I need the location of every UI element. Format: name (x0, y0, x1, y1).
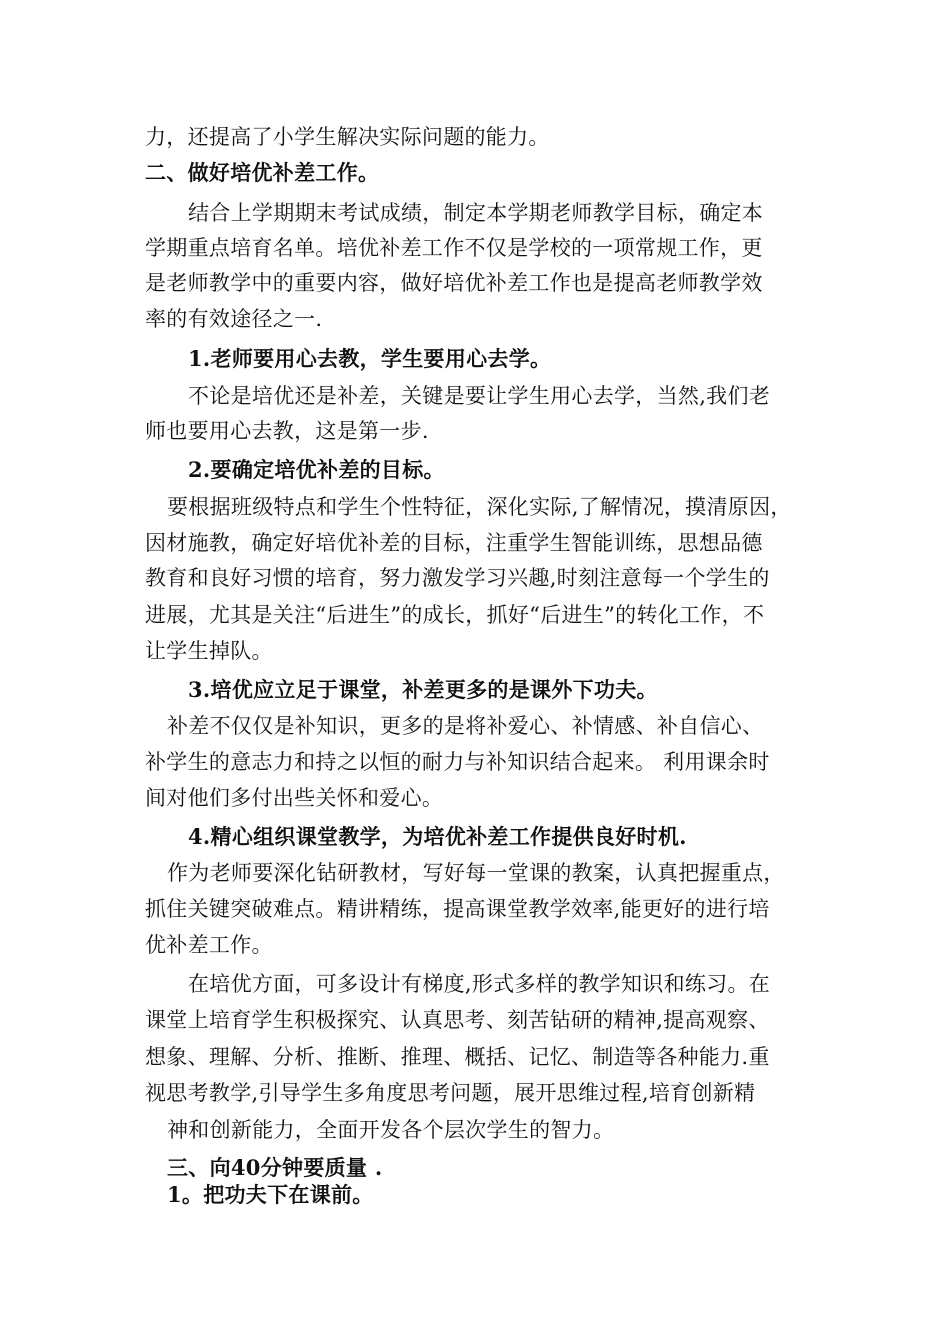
text-line: 课堂上培育学生积极探究、认真思考、刻苦钻研的精神,提高观察、 (145, 1008, 770, 1032)
text-line: 补差不仅仅是补知识，更多的是将补爱心、补情感、补自信心、 (167, 714, 764, 738)
text-line: 因材施教，确定好培优补差的目标，注重学生智能训练，思想品德 (145, 531, 763, 555)
subheading: 1。把功夫下在课前。 (167, 1182, 374, 1207)
section-heading: 二、做好培优补差工作。 (145, 160, 380, 185)
text-line: 不论是培优还是补差，关键是要让学生用心去学，当然,我们老 (188, 384, 771, 408)
text-line: 让学生掉队。 (145, 639, 273, 663)
subheading: 1.老师要用心去教，学生要用心去学。 (188, 346, 552, 371)
subheading: 2.要确定培优补差的目标。 (188, 457, 445, 482)
text-line: 作为老师要深化钻研教材，写好每一堂课的教案，认真把握重点， (167, 861, 785, 885)
text-line: 是老师教学中的重要内容，做好培优补差工作也是提高老师教学效 (145, 271, 763, 295)
text-line: 补学生的意志力和持之以恒的耐力与补知识结合起来。 利用课余时 (145, 750, 770, 774)
text-line: 结合上学期期末考试成绩，制定本学期老师教学目标，确定本 (188, 201, 764, 225)
text-line: 视思考教学,引导学生多角度思考问题，展开思维过程,培育创新精 (145, 1081, 756, 1105)
text-line: 间对他们多付出些关怀和爱心。 (145, 786, 444, 810)
text-line: 想象、理解、分析、推断、推理、概括、记忆、制造等各种能力.重 (145, 1045, 770, 1069)
text-line: 教育和良好习惯的培育，努力激发学习兴趣,时刻注意每一个学生的 (145, 566, 770, 590)
text-line: 在培优方面，可多设计有梯度,形式多样的教学知识和练习。在 (188, 972, 771, 996)
subheading: 3.培优应立足于课堂，补差更多的是课外下功夫。 (188, 677, 658, 702)
text-line: 神和创新能力，全面开发各个层次学生的智力。 (167, 1118, 615, 1142)
text-line: 率的有效途径之一. (145, 307, 323, 331)
text-line: 抓住关键突破难点。精讲精练，提高课堂教学效率,能更好的进行培 (145, 897, 770, 921)
text-line: 进展，尤其是关注“后进生”的成长，抓好“后进生”的转化工作，不 (145, 603, 765, 627)
text-line: 要根据班级特点和学生个性特征，深化实际,了解情况，摸清原因， (167, 495, 792, 519)
text-line: 学期重点培育名单。培优补差工作不仅是学校的一项常规工作，更 (145, 236, 763, 260)
text-line: 师也要用心去教，这是第一步. (145, 419, 429, 443)
section-heading: 三、向40分钟要质量 . (167, 1155, 383, 1180)
subheading: 4.精心组织课堂教学，为培优补差工作提供良好时机. (188, 824, 687, 849)
text-line: 力，还提高了小学生解决实际问题的能力。 (145, 125, 550, 149)
text-line: 优补差工作。 (145, 933, 273, 957)
